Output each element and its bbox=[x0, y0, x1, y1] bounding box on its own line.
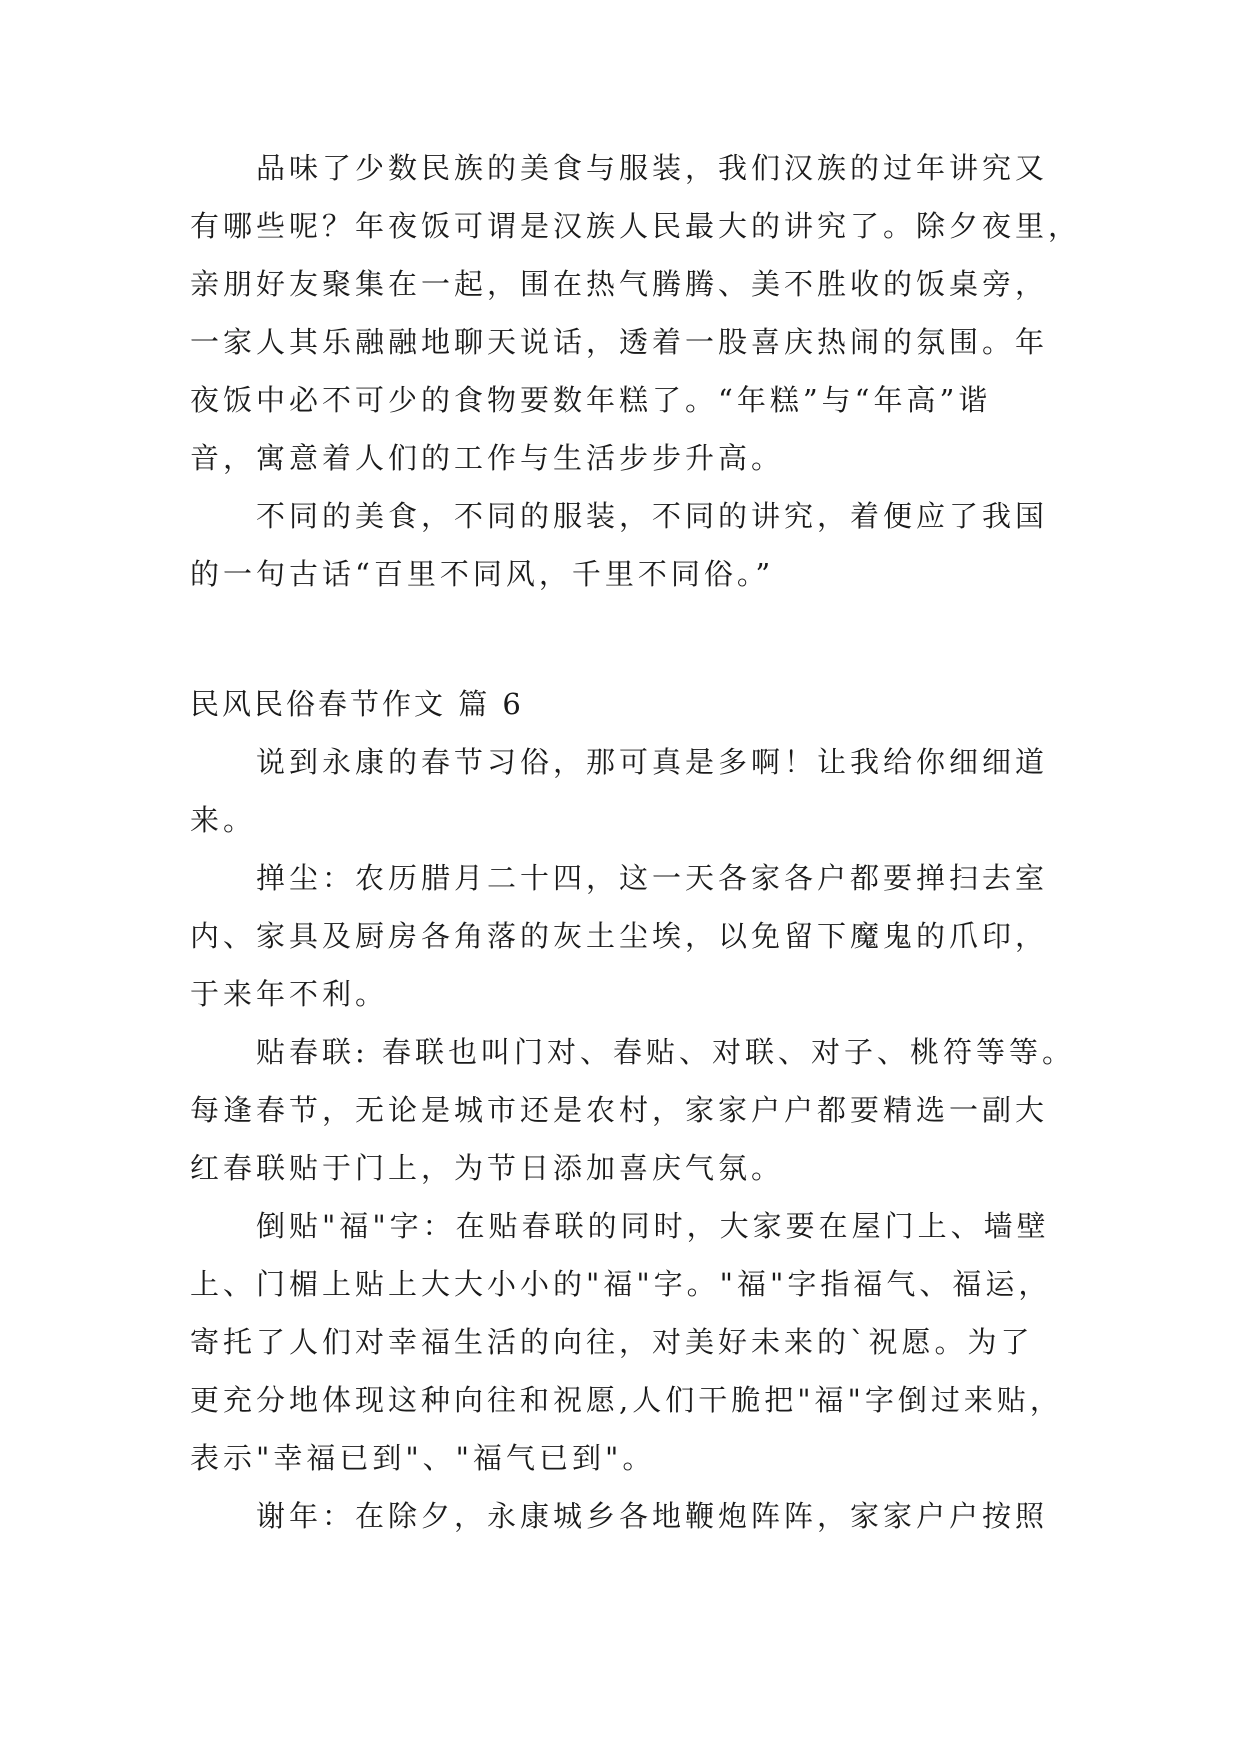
paragraph-line: 贴春联: 春联也叫门对、春贴、对联、对子、桃符等等。 bbox=[256, 1035, 1075, 1069]
paragraph-line: 上、门楣上贴上大大小小的"福"字。"福"字指福气、福运， bbox=[190, 1267, 1052, 1301]
paragraph-line: 夜饭中必不可少的食物要数年糕了。“年糕”与“年高”谐 bbox=[190, 383, 992, 417]
paragraph-line: 一家人其乐融融地聊天说话，透着一股喜庆热闹的氛围。年 bbox=[190, 325, 1049, 359]
paragraph-line: 说到永康的春节习俗，那可真是多啊！让我给你细细道 bbox=[256, 745, 1049, 779]
paragraph-line: 有哪些呢？年夜饭可谓是汉族人民最大的讲究了。除夕夜里， bbox=[190, 209, 1082, 243]
paragraph-line: 掸尘：农历腊月二十四，这一天各家各户都要掸扫去室 bbox=[256, 861, 1049, 895]
paragraph-line: 谢年：在除夕，永康城乡各地鞭炮阵阵，家家户户按照 bbox=[256, 1499, 1049, 1533]
paragraph-line: 每逢春节，无论是城市还是农村，家家户户都要精选一副大 bbox=[190, 1093, 1049, 1127]
paragraph-line: 表示"幸福已到"、"福气已到"。 bbox=[190, 1441, 656, 1475]
paragraph-line: 品味了少数民族的美食与服装，我们汉族的过年讲究又 bbox=[256, 151, 1049, 185]
paragraph-line: 于来年不利。 bbox=[190, 977, 389, 1011]
paragraph-line: 不同的美食，不同的服装，不同的讲究，着便应了我国 bbox=[256, 499, 1049, 533]
section-heading: 民风民俗春节作文 篇 6 bbox=[190, 687, 524, 721]
paragraph-line: 寄托了人们对幸福生活的向往，对美好未来的`祝愿。为了 bbox=[190, 1325, 1034, 1359]
paragraph-line: 倒贴"福"字：在贴春联的同时，大家要在屋门上、墙壁 bbox=[256, 1209, 1050, 1243]
paragraph-line: 内、家具及厨房各角落的灰土尘埃，以免留下魔鬼的爪印， bbox=[190, 919, 1049, 953]
paragraph-line: 红春联贴于门上，为节日添加喜庆气氛。 bbox=[190, 1151, 785, 1185]
paragraph-line: 亲朋好友聚集在一起，围在热气腾腾、美不胜收的饭桌旁， bbox=[190, 267, 1049, 301]
paragraph-line: 音，寓意着人们的工作与生活步步升高。 bbox=[190, 441, 785, 475]
paragraph-line: 来。 bbox=[190, 803, 257, 837]
paragraph-line: 更充分地体现这种向往和祝愿,人们干脆把"福"字倒过来贴， bbox=[190, 1383, 1063, 1417]
paragraph-line: 的一句古话“百里不同风，千里不同俗。” bbox=[190, 557, 775, 591]
